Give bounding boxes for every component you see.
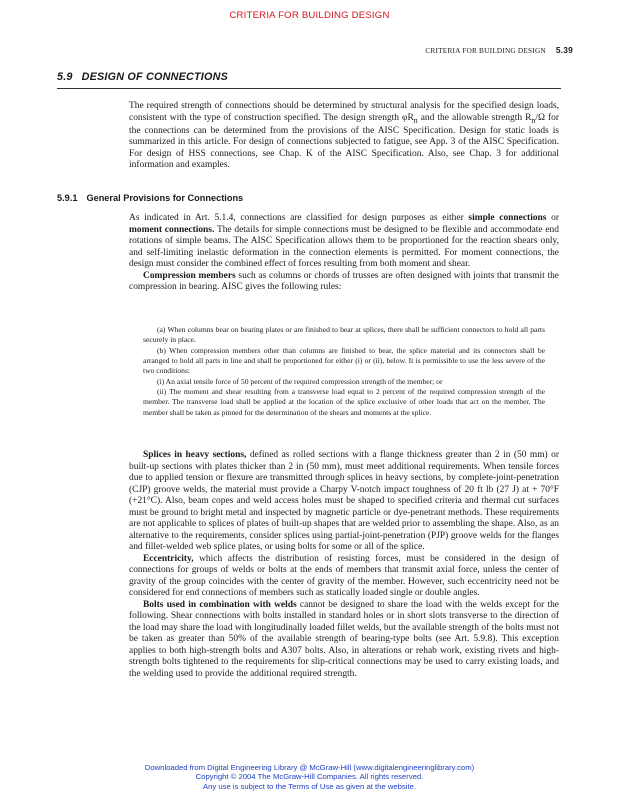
rule-b-i: (i) An axial tensile force of 50 percent of the required compression strength of the member; or [157, 376, 443, 386]
subsection-title: General Provisions for Connections [86, 193, 244, 203]
section-number: 5.9 [57, 71, 73, 83]
top-banner: CRITERIA FOR BUILDING DESIGN [229, 10, 390, 21]
subsection-number: 5.9.1 [57, 193, 78, 203]
eccentricity-text: which affects the distribution of resisting forces, must be considered in the design of connections for groups of welds or bolts at the ends of members that transmit axial force, unless the center of gravity of the group coincides with the center of gravity of the member. However, such eccentricity need not be considered for end connections of members such as statically loaded single or double angles. [129, 553, 559, 598]
page-number: 5.39 [555, 45, 573, 55]
general-text-e: such as columns or chords of trusses are often designed with joints that transmit the compression in bearing. AISC gives the following rules: [129, 270, 559, 292]
provisions-continued [129, 450, 559, 680]
general-paragraph-2 [129, 271, 559, 294]
footer-copyright: Copyright © 2004 The McGraw-Hill Companies. All rights reserved. [195, 772, 424, 782]
general-text-a: As indicated in Art. 5.1.4, connections are classified for design purposes as either [129, 213, 469, 223]
splices-text: defined as rolled sections with a flange thickness greater than 2 in (50 mm) or built-up sections with plates thicker than 2 in (50 mm), must meet additional requirements. When tensile forces due to applied tension or flexure are transmitted through splices in heavy sections, by complete-joint-penetration (CJP) groove welds, the material must provide a Charpy V-notch impact toughness of 20 ft lb (27 J) at + 70°F (+21°C). Also, beam copes and weld access holes must be shaped to specified criteria and thermal cut surfaces must be ground to bright metal and inspected by magnetic particle or dye-penetrant methods. These requirements are not applicable to splices of plates of built-up shapes that are welded prior to assembling the shape. Also, as an alternative to the requirements, consider splices using partial-joint-penetration (PJP) groove welds for the flanges and fillet-welded web splice plates, or using bolts for some or all of the splice. [129, 450, 559, 552]
general-provisions [129, 213, 559, 294]
intro-text-2: and the allowable strength R [417, 112, 532, 123]
subsection-heading [57, 193, 243, 203]
rule-b-ii: (ii) The moment and shear resulting from a transverse load equal to 2 percent of the required compression strength of the member. The transverse load shall be applied at the location of the splice exclusive of other loads that act on the member. The member shall be taken as pinned for the determination of the shears and moments at the splice. [143, 387, 545, 417]
term-compression-members: Compression members [143, 270, 236, 281]
bolts-paragraph [129, 600, 559, 681]
aisc-rules-quote [143, 325, 545, 418]
term-simple-connections: simple connections [468, 213, 547, 223]
term-bolts-with-welds: Bolts used in combination with welds [143, 599, 297, 610]
eccentricity-paragraph [129, 554, 559, 600]
term-moment-connections: moment connections. [129, 224, 215, 235]
general-text-d: The details for simple connections must be designed to be flexible and accommodate end rotations of simple beams. The AISC Specification allows them to be proportioned for the reaction shears only, and self-limiting inelastic deformation in the connection elements is permitted. For moment connections, the design must consider the combined effect of forces resulting from both moment and shear. [129, 224, 559, 269]
splices-paragraph [129, 450, 559, 554]
footer-terms: Any use is subject to the Terms of Use as given at the website. [202, 781, 417, 791]
section-title [57, 71, 557, 83]
section-divider [57, 88, 561, 89]
section-title-text: DESIGN OF CONNECTIONS [81, 71, 228, 83]
term-splices: Splices in heavy sections, [143, 450, 247, 460]
intro-text-3: /Ω for the connections can be determined from the provisions of the AISC Specification. Design for static loads is summarized in this article. For design of connections subjected to fatigue, see App. 3 of the AISC Specification. For design of HSS connections, see Chap. K of the AISC Specification. Also, see Chap. 3 for additional information and examples. [129, 112, 559, 171]
running-head-title: CRITERIA FOR BUILDING DESIGN [425, 46, 546, 55]
rule-a: (a) When columns bear on bearing plates or are finished to bear at splices, there shall be sufficient connectors to hold all parts securely in place. [143, 325, 545, 345]
general-paragraph-1 [129, 213, 559, 271]
footer [0, 763, 619, 791]
footer-download-link[interactable]: Downloaded from Digital Engineering Library @ McGraw-Hill (www.digitalengineeringlibrary.com) [144, 763, 475, 772]
rule-b: (b) When compression members other than columns are finished to bear, the splice material and its connectors shall be arranged to hold all parts in line and shall be proportioned for either (i) or (ii), below. It is permissible to use the less severe of the two conditions: [143, 345, 545, 376]
general-text-c: or [546, 213, 559, 223]
running-head [425, 45, 573, 55]
intro-paragraph [129, 101, 559, 172]
bolts-text: cannot be designed to share the load with the welds except for the following. Shear connections with bolts installed in standard holes or in short slots transverse to the direction of the load may share the load with longitudinally loaded fillet welds, but the available strength of the bolts must not be taken as greater than 50% of the available strength of bearing-type bolts (see Art. 5.9.8). This exception applies to both high-strength bolts and A307 bolts. Also, in alterations or rehab work, existing rivets and high-strength bolts tightened to the requirements for slip-critical connections may be used to carry existing loads, and the welding used to provide the additional required strength. [129, 599, 559, 679]
intro-subscript-2: n [531, 115, 536, 125]
intro-subscript-1: n [413, 115, 418, 125]
intro-text-1: The required strength of connections should be determined by structural analysis for the specified design loads, consistent with the type of construction specified. The design strength φR [129, 101, 559, 123]
term-eccentricity: Eccentricity, [143, 553, 194, 564]
